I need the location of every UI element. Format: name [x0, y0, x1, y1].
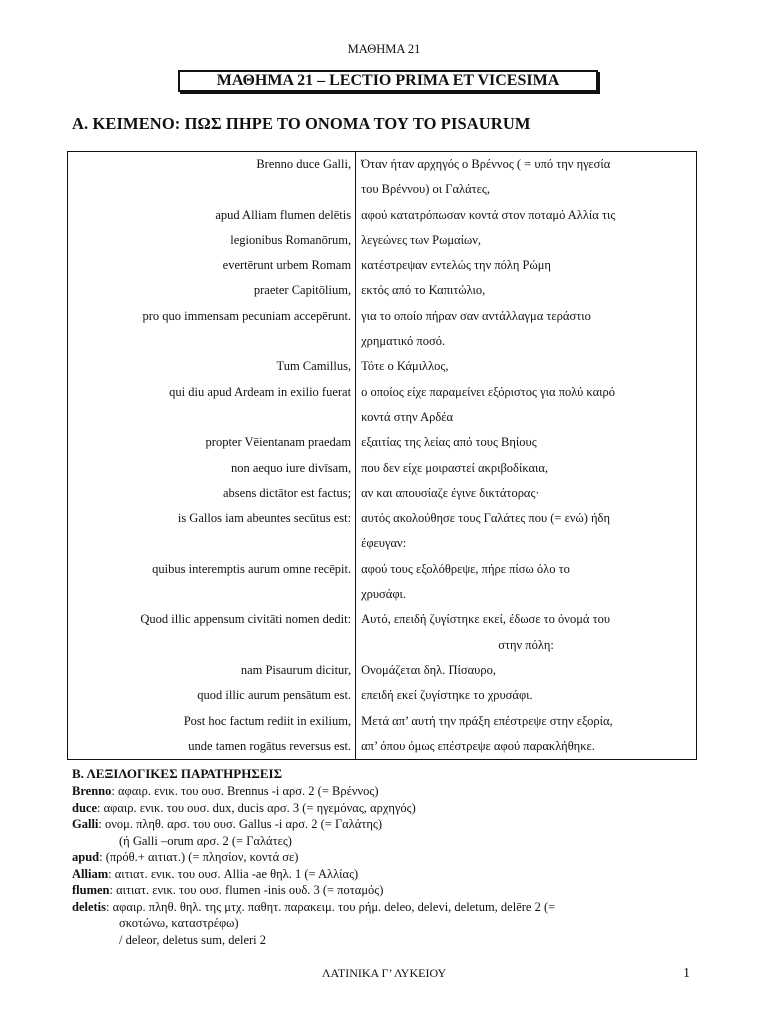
greek-cell: κοντά στην Αρδέα: [361, 409, 454, 424]
latin-cell: [68, 177, 356, 202]
vocab-term: Galli: [72, 817, 99, 831]
text-row: [68, 607, 696, 632]
latin-cell: qui diu apud Ardeam in exilio fuerat: [68, 380, 356, 405]
greek-cell: εξαιτίας της λείας από τους Βηίους: [361, 435, 537, 450]
latin-cell: apud Alliam flumen delētis: [68, 203, 356, 228]
vocab-entry: [72, 800, 692, 817]
vocab-definition: : αιτιατ. ενικ. του ουσ. flumen -inis ουδ. 3 (= ποταμός): [109, 883, 384, 897]
vocab-entry: [72, 899, 692, 916]
greek-cell: αφού κατατρόπωσαν κοντά στον ποταμό Αλλία τις: [361, 207, 616, 222]
greek-cell: χρηματικό ποσό.: [361, 334, 446, 349]
text-row: [68, 203, 696, 228]
latin-cell: unde tamen rogātus reversus est.: [68, 734, 356, 759]
latin-cell: evertērunt urbem Romam: [68, 253, 356, 278]
vocab-definition: : ονομ. πληθ. αρσ. του ουσ. Gallus -i αρσ. 2 (= Γαλάτης): [98, 817, 382, 831]
greek-cell: κατέστρεψαν εντελώς την πόλη Ρώμη: [361, 258, 551, 273]
latin-cell: Brenno duce Galli,: [68, 152, 356, 177]
vocab-definition: / deleor, deletus sum, deleri 2: [119, 932, 267, 947]
text-row: [68, 152, 696, 177]
vocab-definition: : (πρόθ.+ αιτιατ.) (= πλησίον, κοντά σε): [99, 850, 299, 864]
vocab-term: deletis: [72, 899, 107, 914]
section-b-heading: Β. ΛΕΞΙΛΟΓΙΚΕΣ ΠΑΡΑΤΗΡΗΣΕΙΣ: [72, 766, 283, 781]
text-row: [68, 658, 696, 683]
vocab-entry: [72, 833, 692, 850]
text-row: [68, 405, 696, 430]
text-row: [68, 278, 696, 303]
latin-cell: nam Pisaurum dicitur,: [68, 658, 356, 683]
greek-cell: εκτός από το Καπιτώλιο,: [361, 283, 486, 298]
vocab-entry: [72, 783, 692, 800]
page-footer: ΛΑΤΙΝΙΚΑ Γ’ ΛΥΚΕΙΟΥ: [321, 966, 447, 980]
latin-cell: quibus interemptis aurum omne recēpit.: [68, 557, 356, 582]
greek-cell: ο οποίος είχε παραμείνει εξόριστος για πολύ καιρό: [361, 384, 615, 399]
vocab-term: flumen: [72, 883, 110, 897]
text-row: [68, 481, 696, 506]
greek-cell: επειδή εκεί ζυγίστηκε το χρυσάφι.: [361, 688, 533, 703]
text-row: [68, 253, 696, 278]
text-row: [68, 329, 696, 354]
greek-cell: χρυσάφι.: [361, 587, 407, 602]
page-number: 1: [683, 966, 690, 981]
latin-cell: propter Vēientanam praedam: [68, 430, 356, 455]
vocab-term: apud: [72, 850, 100, 864]
vocab-term: Alliam: [72, 866, 109, 881]
latin-cell: Quod illic appensum civitāti nomen dedit:: [68, 607, 356, 632]
latin-cell: [68, 405, 356, 430]
vocab-entry: [72, 932, 692, 949]
section-a-heading: Α. ΚΕΙΜΕΝΟ: ΠΩΣ ΠΗΡΕ ΤΟ ΟΝΟΜΑ ΤΟΥ ΤΟ PISAURUM: [72, 114, 531, 133]
vocab-definition: σκοτώνω, καταστρέφω): [119, 916, 239, 930]
greek-cell: έφευγαν:: [361, 536, 407, 551]
vocab-entry: [72, 882, 692, 899]
greek-cell: λεγεώνες των Ρωμαίων,: [361, 232, 481, 247]
greek-cell: αφού τους εξολόθρεψε, πήρε πίσω όλο το: [361, 561, 570, 576]
running-header: ΜΑΘΗΜΑ 21: [347, 42, 421, 56]
latin-cell: [68, 531, 356, 556]
latin-cell: [68, 633, 356, 658]
greek-cell: Ονομάζεται δηλ. Πίσαυρο,: [361, 662, 496, 677]
latin-cell: quod illic aurum pensātum est.: [68, 683, 356, 708]
vocab-entry: [72, 816, 692, 833]
greek-cell: αν και απουσίαζε έγινε δικτάτορας·: [361, 485, 540, 500]
text-row: [68, 456, 696, 481]
vocab-definition: : αφαιρ. ενικ. του ουσ. dux, ducis αρσ. 3 (= ηγεμόνας, αρχηγός): [97, 800, 416, 815]
vocab-entry: [72, 849, 692, 866]
latin-cell: Post hoc factum rediit in exilium,: [68, 709, 356, 734]
latin-cell: pro quo immensam pecuniam accepērunt.: [68, 304, 356, 329]
vocab-term: duce: [72, 800, 97, 815]
vocab-entry: [72, 915, 692, 932]
vocab-entry: [72, 866, 692, 883]
latin-cell: non aequo iure divīsam,: [68, 456, 356, 481]
greek-cell: Όταν ήταν αρχηγός ο Βρέννος ( = υπό την ηγεσία: [361, 157, 611, 171]
greek-cell: απ’ όπου όμως επέστρεψε αφού παρακλήθηκε.: [361, 738, 595, 753]
greek-cell: Τότε ο Κάμιλλος,: [361, 359, 449, 374]
vocab-definition: : αφαιρ. ενικ. του ουσ. Brennus -i αρσ. 2 (= Βρέννος): [111, 784, 379, 798]
latin-cell: is Gallos iam abeuntes secūtus est:: [68, 506, 356, 531]
greek-cell: Αυτό, επειδή ζυγίστηκε εκεί, έδωσε το όνομά του: [361, 612, 611, 627]
text-row: [68, 557, 696, 582]
text-row: [68, 582, 696, 607]
greek-cell: Μετά απ’ αυτή την πράξη επέστρεψε στην εξορία,: [361, 713, 613, 728]
vocabulary-notes: [72, 783, 692, 948]
latin-cell: legionibus Romanōrum,: [68, 228, 356, 253]
lesson-title-box: ΜΑΘΗΜΑ 21 – LECTIO PRIMA ET VICESIMA: [178, 70, 598, 92]
text-row: [68, 506, 696, 531]
text-row: [68, 734, 696, 759]
latin-cell: Tum Camillus,: [68, 354, 356, 379]
vocab-definition: (ή Galli –orum αρσ. 2 (= Γαλάτες): [119, 833, 292, 848]
text-row: [68, 228, 696, 253]
latin-cell: [68, 582, 356, 607]
text-row: [68, 430, 696, 455]
greek-cell: για το οποίο πήραν σαν αντάλλαγμα τεράστιο: [361, 308, 591, 323]
text-row: [68, 354, 696, 379]
vocab-definition: : αιτιατ. ενικ. του ουσ. Allia -ae θηλ. 1 (= Αλλίας): [108, 866, 359, 881]
text-row: [68, 683, 696, 708]
text-row: [68, 531, 696, 556]
greek-cell: που δεν είχε μοιραστεί ακριβοδίκαια,: [361, 460, 549, 475]
latin-cell: absens dictātor est factus;: [68, 481, 356, 506]
text-row: [68, 709, 696, 734]
latin-cell: praeter Capitōlium,: [68, 278, 356, 303]
text-row: [68, 304, 696, 329]
latin-cell: [68, 329, 356, 354]
greek-cell: του Βρέννου) οι Γαλάτες,: [361, 182, 490, 197]
text-row: [68, 633, 696, 658]
greek-cell: στην πόλη:: [498, 637, 554, 652]
greek-cell: αυτός ακολούθησε τους Γαλάτες που (= ενώ) ήδη: [361, 511, 610, 526]
text-row: [68, 380, 696, 405]
vocab-term: Brenno: [72, 784, 112, 798]
latin-greek-text-table: [67, 151, 697, 760]
vocab-definition: : αφαιρ. πληθ. θηλ. της μτχ. παθητ. παρακειμ. του ρήμ. deleo, delevi, deletum, delēre 2 (=: [106, 899, 556, 914]
text-row: [68, 177, 696, 202]
